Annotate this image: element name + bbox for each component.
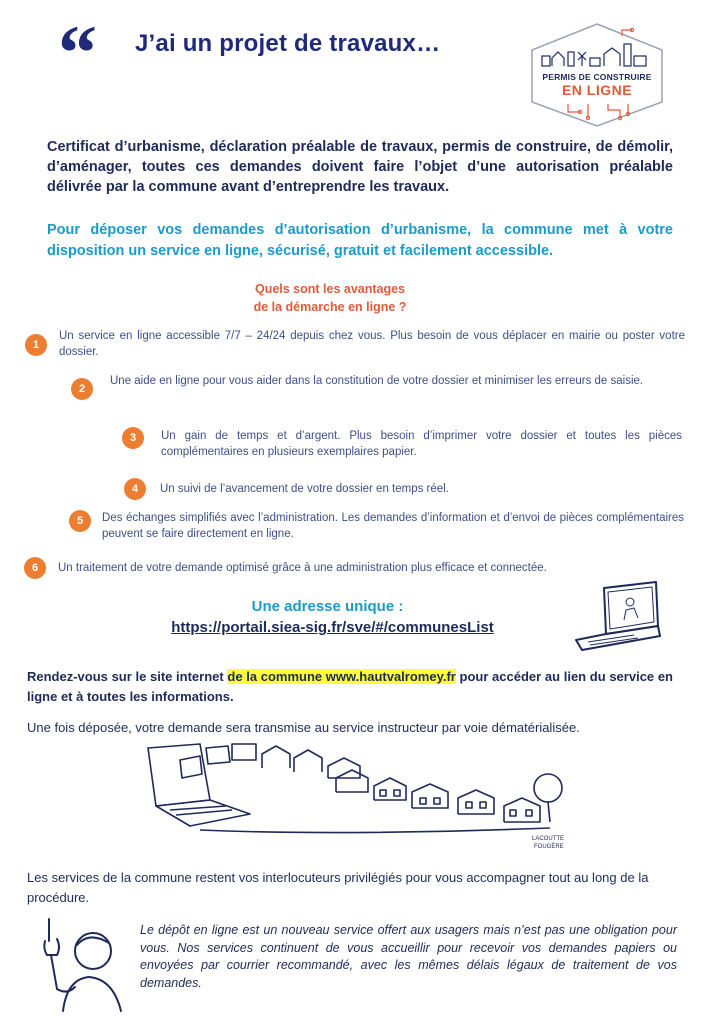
number-badge: 6 [24, 557, 46, 579]
number-badge: 5 [69, 510, 91, 532]
advantage-item: Un service en ligne accessible 7/7 – 24/24 depuis chez vous. Plus besoin de vous déplacer en mairie ou poster votre dossier. [59, 330, 685, 358]
website-paragraph [27, 667, 673, 707]
website-text-after: pour accéder au lien du service en ligne et à toutes les informations. [27, 669, 673, 704]
number-badge: 3 [122, 427, 144, 449]
service-paragraph: Pour déposer vos demandes d’autorisation d’urbanisme, la commune met à votre disposition un service en ligne, sécurisé, gratuit et facilement accessible. [47, 222, 673, 259]
website-highlight: de la commune www.hautvalromey.fr [227, 669, 456, 684]
advantages-title [200, 280, 460, 316]
number-badge: 1 [25, 334, 47, 356]
address-label: Une adresse unique : [251, 598, 404, 615]
signature-line2: FOUGÈRE [534, 844, 564, 850]
advantage-item: Un suivi de l’avancement de votre dossier en temps réel. [160, 483, 449, 495]
number-badge: 2 [71, 378, 93, 400]
advantages-title-line1: Quels sont les avantages [254, 282, 406, 296]
page-title: J’ai un projet de travaux… [135, 30, 441, 57]
laptop-icon [574, 580, 662, 656]
logo-text-line2: EN LIGNE [561, 82, 633, 98]
signature-line1: LACOUTTE [532, 836, 565, 842]
intro-paragraph: Certificat d’urbanisme, déclaration préalable de travaux, permis de construire, de démolir, d’aménager, toutes ces demandes doivent faire l’objet d’une autorisation préalable délivrée par la commune avant d’entreprendre les travaux. [47, 139, 673, 195]
advantage-item: Un traitement de votre demande optimisé grâce à une administration plus efficace et connectée. [58, 562, 547, 574]
quote-mark-icon: “ [58, 9, 97, 96]
number-badge: 4 [124, 478, 146, 500]
services-paragraph: Les services de la commune restent vos interlocuteurs privilégiés pour vous accompagner tout au long de la procédure. [27, 870, 649, 905]
permis-en-ligne-logo [528, 22, 666, 128]
advantage-item: Des échanges simplifiés avec l’administration. Les demandes d’information et d’envoi de pièces complémentaires peuvent se faire directement en ligne. [102, 512, 684, 540]
website-text-before: Rendez-vous sur le site internet [27, 669, 228, 684]
person-pointing-icon [33, 915, 133, 1015]
laptop-to-houses-illustration [140, 740, 570, 860]
advantage-item: Une aide en ligne pour vous aider dans la constitution de votre dossier et minimiser les erreurs de saisie. [110, 375, 644, 387]
logo-text-line1: PERMIS DE CONSTRUIRE [542, 72, 652, 82]
advantage-item: Un gain de temps et d’argent. Plus besoin d’imprimer votre dossier et toutes les pièces complémentaires en plusieurs exemplaires papier. [161, 430, 682, 458]
advantages-title-line2: de la démarche en ligne ? [253, 300, 407, 314]
transmission-text: Une fois déposée, votre demande sera transmise au service instructeur par voie dématérialisée. [27, 720, 580, 735]
portal-link[interactable]: https://portail.siea-sig.fr/sve/#/communesList [171, 619, 494, 636]
disclaimer-note: Le dépôt en ligne est un nouveau service offert aux usagers mais n’est pas une obligation pour vous. Nos services continuent de vous accueillir pour recevoir vos demandes papiers ou envoyées par courrier recommandé, avec les mêmes délais légaux de traitement de vos demandes. [140, 923, 677, 990]
